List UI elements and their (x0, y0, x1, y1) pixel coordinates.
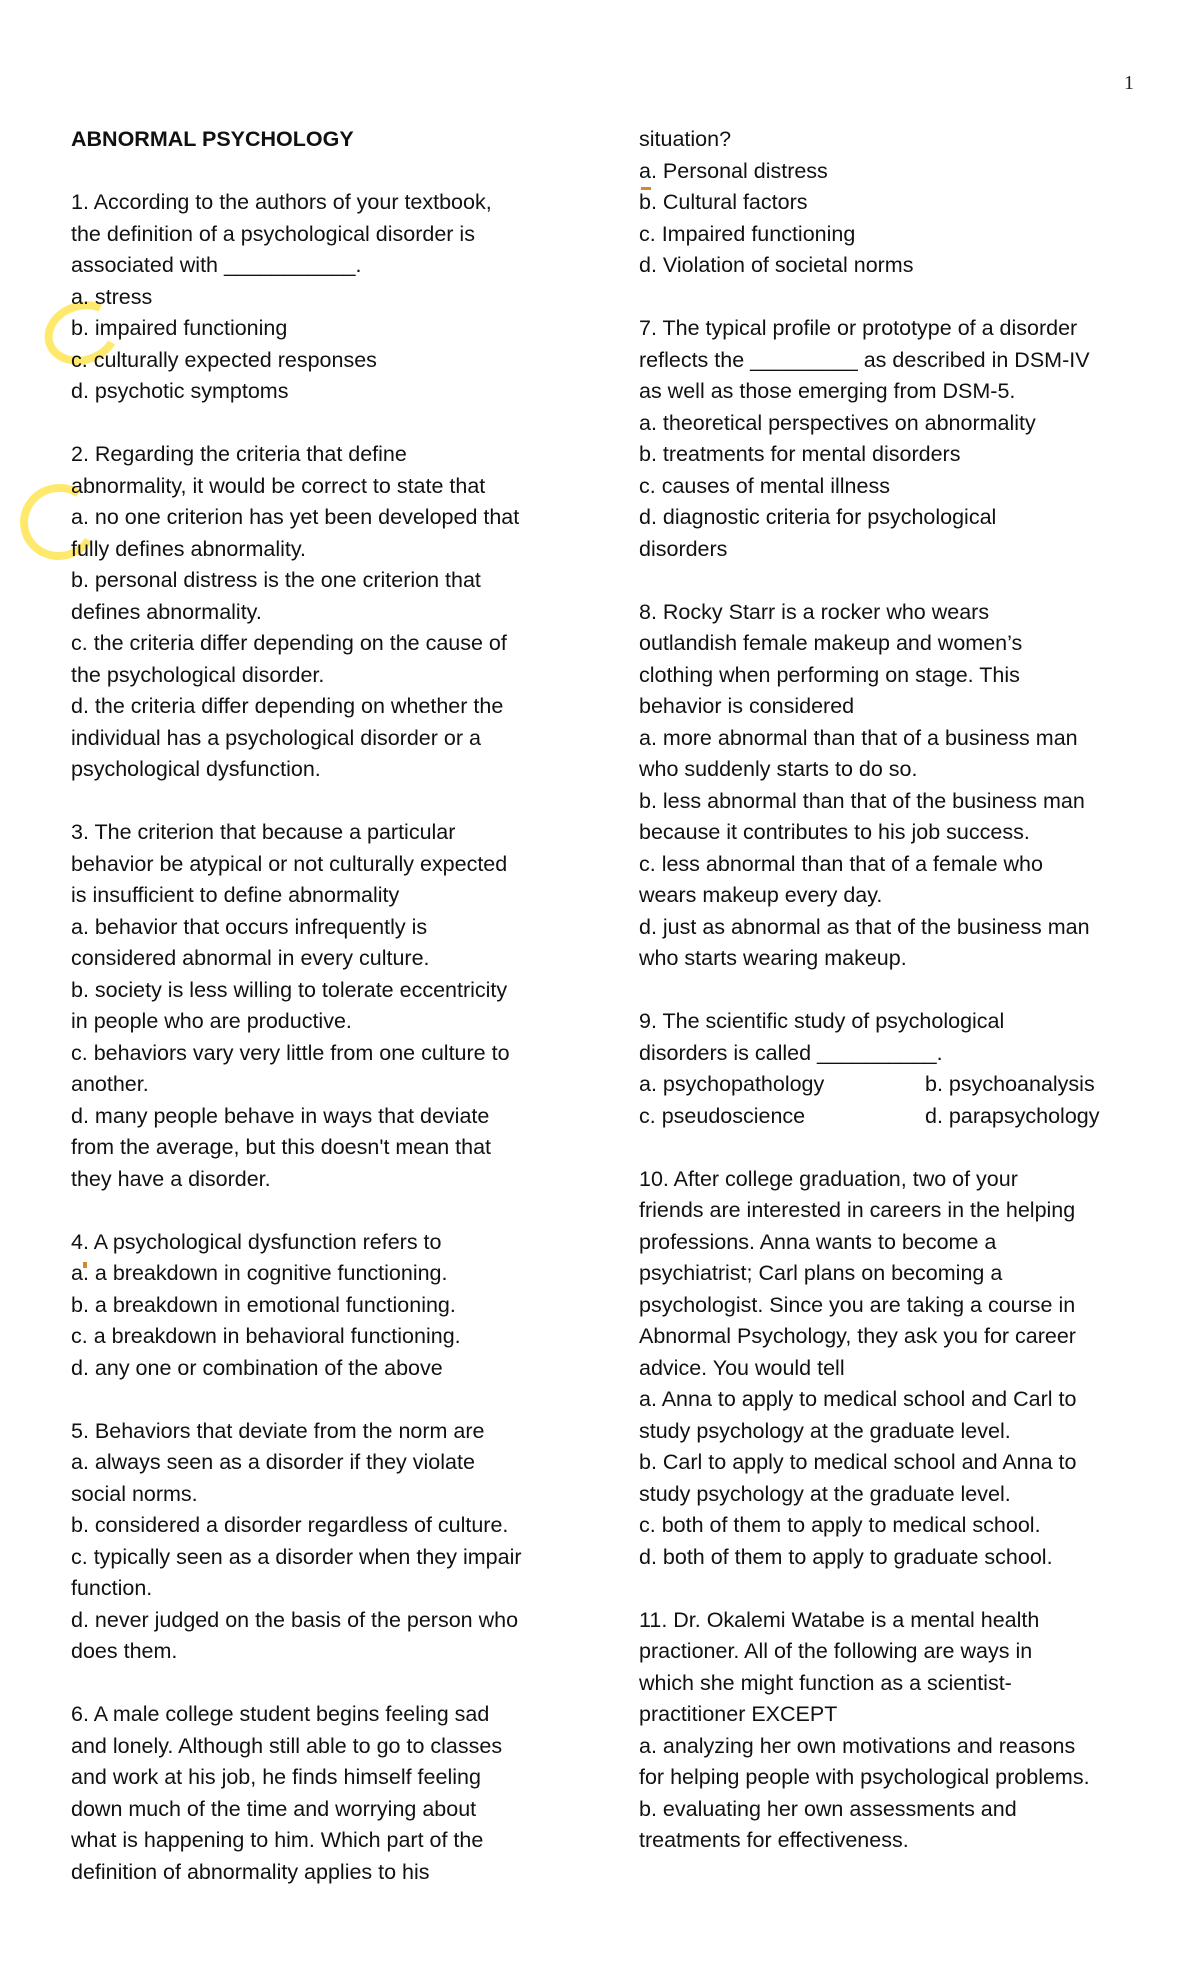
text-line: b. impaired functioning (71, 316, 288, 340)
text-line: a. more abnormal than that of a business man (639, 725, 1078, 750)
page-number: 1 (1124, 72, 1134, 94)
text-line: social norms. (71, 1481, 198, 1506)
text-line: c. both of them to apply to medical school. (639, 1513, 1041, 1537)
right-column (639, 124, 1149, 1857)
document-title: ABNORMAL PSYCHOLOGY (71, 127, 354, 151)
text-line: the definition of a psychological disorder is (71, 221, 475, 246)
question-9-options (639, 1069, 1149, 1132)
text-line: b. treatments for mental disorders (639, 442, 961, 466)
text-line: 4. A psychological dysfunction refers to (71, 1229, 442, 1254)
left-column (71, 124, 591, 1888)
blank-line (71, 1195, 591, 1227)
text-line: b. society is less willing to tolerate eccentricity (71, 977, 508, 1002)
text-line: practioner. All of the following are ways in (639, 1639, 1033, 1663)
text-line: c. typically seen as a disorder when they impair (71, 1544, 522, 1569)
option-text: b. psychoanalysis (925, 1072, 1095, 1096)
text-line: as well as those emerging from DSM-5. (639, 379, 1016, 403)
option-text: d. parapsychology (925, 1103, 1100, 1128)
text-line: c. causes of mental illness (639, 473, 890, 498)
blank-line (639, 1132, 1149, 1164)
text-line: c. behaviors vary very little from one culture to (71, 1040, 510, 1065)
text-line: c. a breakdown in behavioral functioning. (71, 1324, 461, 1348)
text-line: is insufficient to define abnormality (71, 883, 400, 907)
blank-line (639, 282, 1149, 314)
text-line: psychologist. Since you are taking a course in (639, 1292, 1076, 1317)
text-line: 10. After college graduation, two of your (639, 1166, 1018, 1191)
text-line: who suddenly starts to do so. (639, 757, 918, 781)
text-line: b. personal distress is the one criterion that (71, 568, 481, 592)
text-line: reflects the _________ as described in DSM-IV (639, 347, 1090, 372)
text-line: considered abnormal in every culture. (71, 946, 430, 970)
text-line: b. less abnormal than that of the business man (639, 788, 1085, 813)
text-line: d. diagnostic criteria for psychological (639, 505, 997, 529)
text-line: 8. Rocky Starr is a rocker who wears (639, 599, 990, 624)
text-line: down much of the time and worrying about (71, 1796, 477, 1821)
text-line: associated with ___________. (71, 253, 362, 277)
text-line: and work at his job, he finds himself feeling (71, 1765, 481, 1789)
text-line: because it contributes to his job success. (639, 820, 1030, 844)
text-line: 11. Dr. Okalemi Watabe is a mental health (639, 1607, 1040, 1632)
text-line: a. stress (71, 284, 153, 309)
text-line: disorders is called __________. (639, 1040, 943, 1065)
text-line: outlandish female makeup and women’s (639, 631, 1023, 655)
text-line: d. both of them to apply to graduate school. (639, 1544, 1053, 1569)
text-line: professions. Anna wants to become a (639, 1229, 997, 1254)
text-line: a. no one criterion has yet been developed that (71, 505, 520, 529)
option-text: a. psychopathology (639, 1072, 825, 1096)
blank-line (71, 1384, 591, 1416)
text-line: b. a breakdown in emotional functioning. (71, 1292, 456, 1317)
text-line: c. Impaired functioning (639, 221, 856, 246)
text-line: d. Violation of societal norms (639, 253, 914, 277)
text-line: behavior is considered (639, 694, 855, 718)
text-line: disorders (639, 536, 728, 561)
text-line: what is happening to him. Which part of the (71, 1828, 484, 1852)
text-line: b. evaluating her own assessments and (639, 1796, 1017, 1821)
text-line: 1. According to the authors of your textbook, (71, 190, 492, 214)
text-line: wears makeup every day. (639, 883, 883, 907)
text-line: 9. The scientific study of psychological (639, 1009, 1005, 1033)
text-line: definition of abnormality applies to his (71, 1859, 430, 1884)
option-row (639, 1069, 1149, 1101)
text-line: 6. A male college student begins feeling sad (71, 1702, 490, 1726)
text-line: d. never judged on the basis of the person who (71, 1607, 519, 1632)
left-column-lines (71, 156, 591, 1889)
text-line: from the average, but this doesn't mean that (71, 1135, 492, 1159)
text-line: b. Carl to apply to medical school and Anna to (639, 1450, 1077, 1474)
blank-line (71, 408, 591, 440)
text-line: fully defines abnormality. (71, 536, 307, 561)
text-line: a. a breakdown in cognitive functioning. (71, 1261, 448, 1285)
text-line: another. (71, 1072, 149, 1096)
text-line: who starts wearing makeup. (639, 946, 907, 970)
text-line: study psychology at the graduate level. (639, 1481, 1011, 1506)
text-line: and lonely. Although still able to go to classes (71, 1733, 503, 1758)
text-line: abnormality, it would be correct to state that (71, 473, 486, 498)
text-line: psychiatrist; Carl plans on becoming a (639, 1261, 1003, 1285)
text-line: practitioner EXCEPT (639, 1702, 838, 1726)
blank-line (71, 156, 591, 188)
text-line: c. less abnormal than that of a female who (639, 851, 1043, 876)
text-line: 2. Regarding the criteria that define (71, 442, 407, 466)
text-line: a. always seen as a disorder if they violate (71, 1450, 475, 1474)
text-line: for helping people with psychological problems. (639, 1765, 1090, 1789)
text-line: b. Cultural factors (639, 190, 808, 214)
text-line: in people who are productive. (71, 1009, 352, 1033)
blank-line (639, 565, 1149, 597)
text-line: situation? (639, 127, 732, 151)
text-line: treatments for effectiveness. (639, 1828, 909, 1852)
right-column-lines-bottom (639, 1132, 1149, 1857)
text-line: d. the criteria differ depending on whether the (71, 694, 504, 718)
text-line: friends are interested in careers in the helping (639, 1198, 1076, 1222)
text-line: d. many people behave in ways that deviate (71, 1103, 490, 1128)
text-line: a. Anna to apply to medical school and Carl to (639, 1387, 1077, 1411)
text-line: c. the criteria differ depending on the cause of (71, 631, 507, 655)
right-column-lines-top (639, 124, 1149, 1069)
text-line: clothing when performing on stage. This (639, 662, 1020, 687)
text-line: d. psychotic symptoms (71, 379, 289, 403)
text-line: Abnormal Psychology, they ask you for career (639, 1324, 1076, 1348)
blank-line (639, 975, 1149, 1007)
text-line: d. any one or combination of the above (71, 1355, 443, 1380)
text-line: does them. (71, 1639, 178, 1663)
text-line: they have a disorder. (71, 1166, 271, 1191)
option-row (639, 1101, 1149, 1133)
text-line: advice. You would tell (639, 1355, 845, 1380)
text-line: a. analyzing her own motivations and reasons (639, 1733, 1076, 1758)
text-line: b. considered a disorder regardless of culture. (71, 1513, 509, 1537)
text-line: c. culturally expected responses (71, 347, 377, 372)
text-line: individual has a psychological disorder or a (71, 725, 481, 750)
text-line: behavior be atypical or not culturally expected (71, 851, 508, 876)
text-line: 7. The typical profile or prototype of a disorder (639, 316, 1078, 340)
text-line: 5. Behaviors that deviate from the norm are (71, 1418, 485, 1443)
blank-line (639, 1573, 1149, 1605)
text-line: the psychological disorder. (71, 662, 325, 687)
text-line: defines abnormality. (71, 599, 262, 624)
option-text: c. pseudoscience (639, 1103, 806, 1128)
text-line: a. Personal distress (639, 158, 828, 183)
text-line: a. behavior that occurs infrequently is (71, 914, 428, 939)
text-line: function. (71, 1576, 153, 1600)
blank-line (71, 1668, 591, 1700)
text-line: 3. The criterion that because a particular (71, 820, 456, 844)
text-line: d. just as abnormal as that of the business man (639, 914, 1090, 939)
text-line: a. theoretical perspectives on abnormality (639, 410, 1036, 435)
text-line: which she might function as a scientist- (639, 1670, 1012, 1695)
text-line: psychological dysfunction. (71, 757, 321, 781)
text-line: study psychology at the graduate level. (639, 1418, 1011, 1443)
blank-line (71, 786, 591, 818)
